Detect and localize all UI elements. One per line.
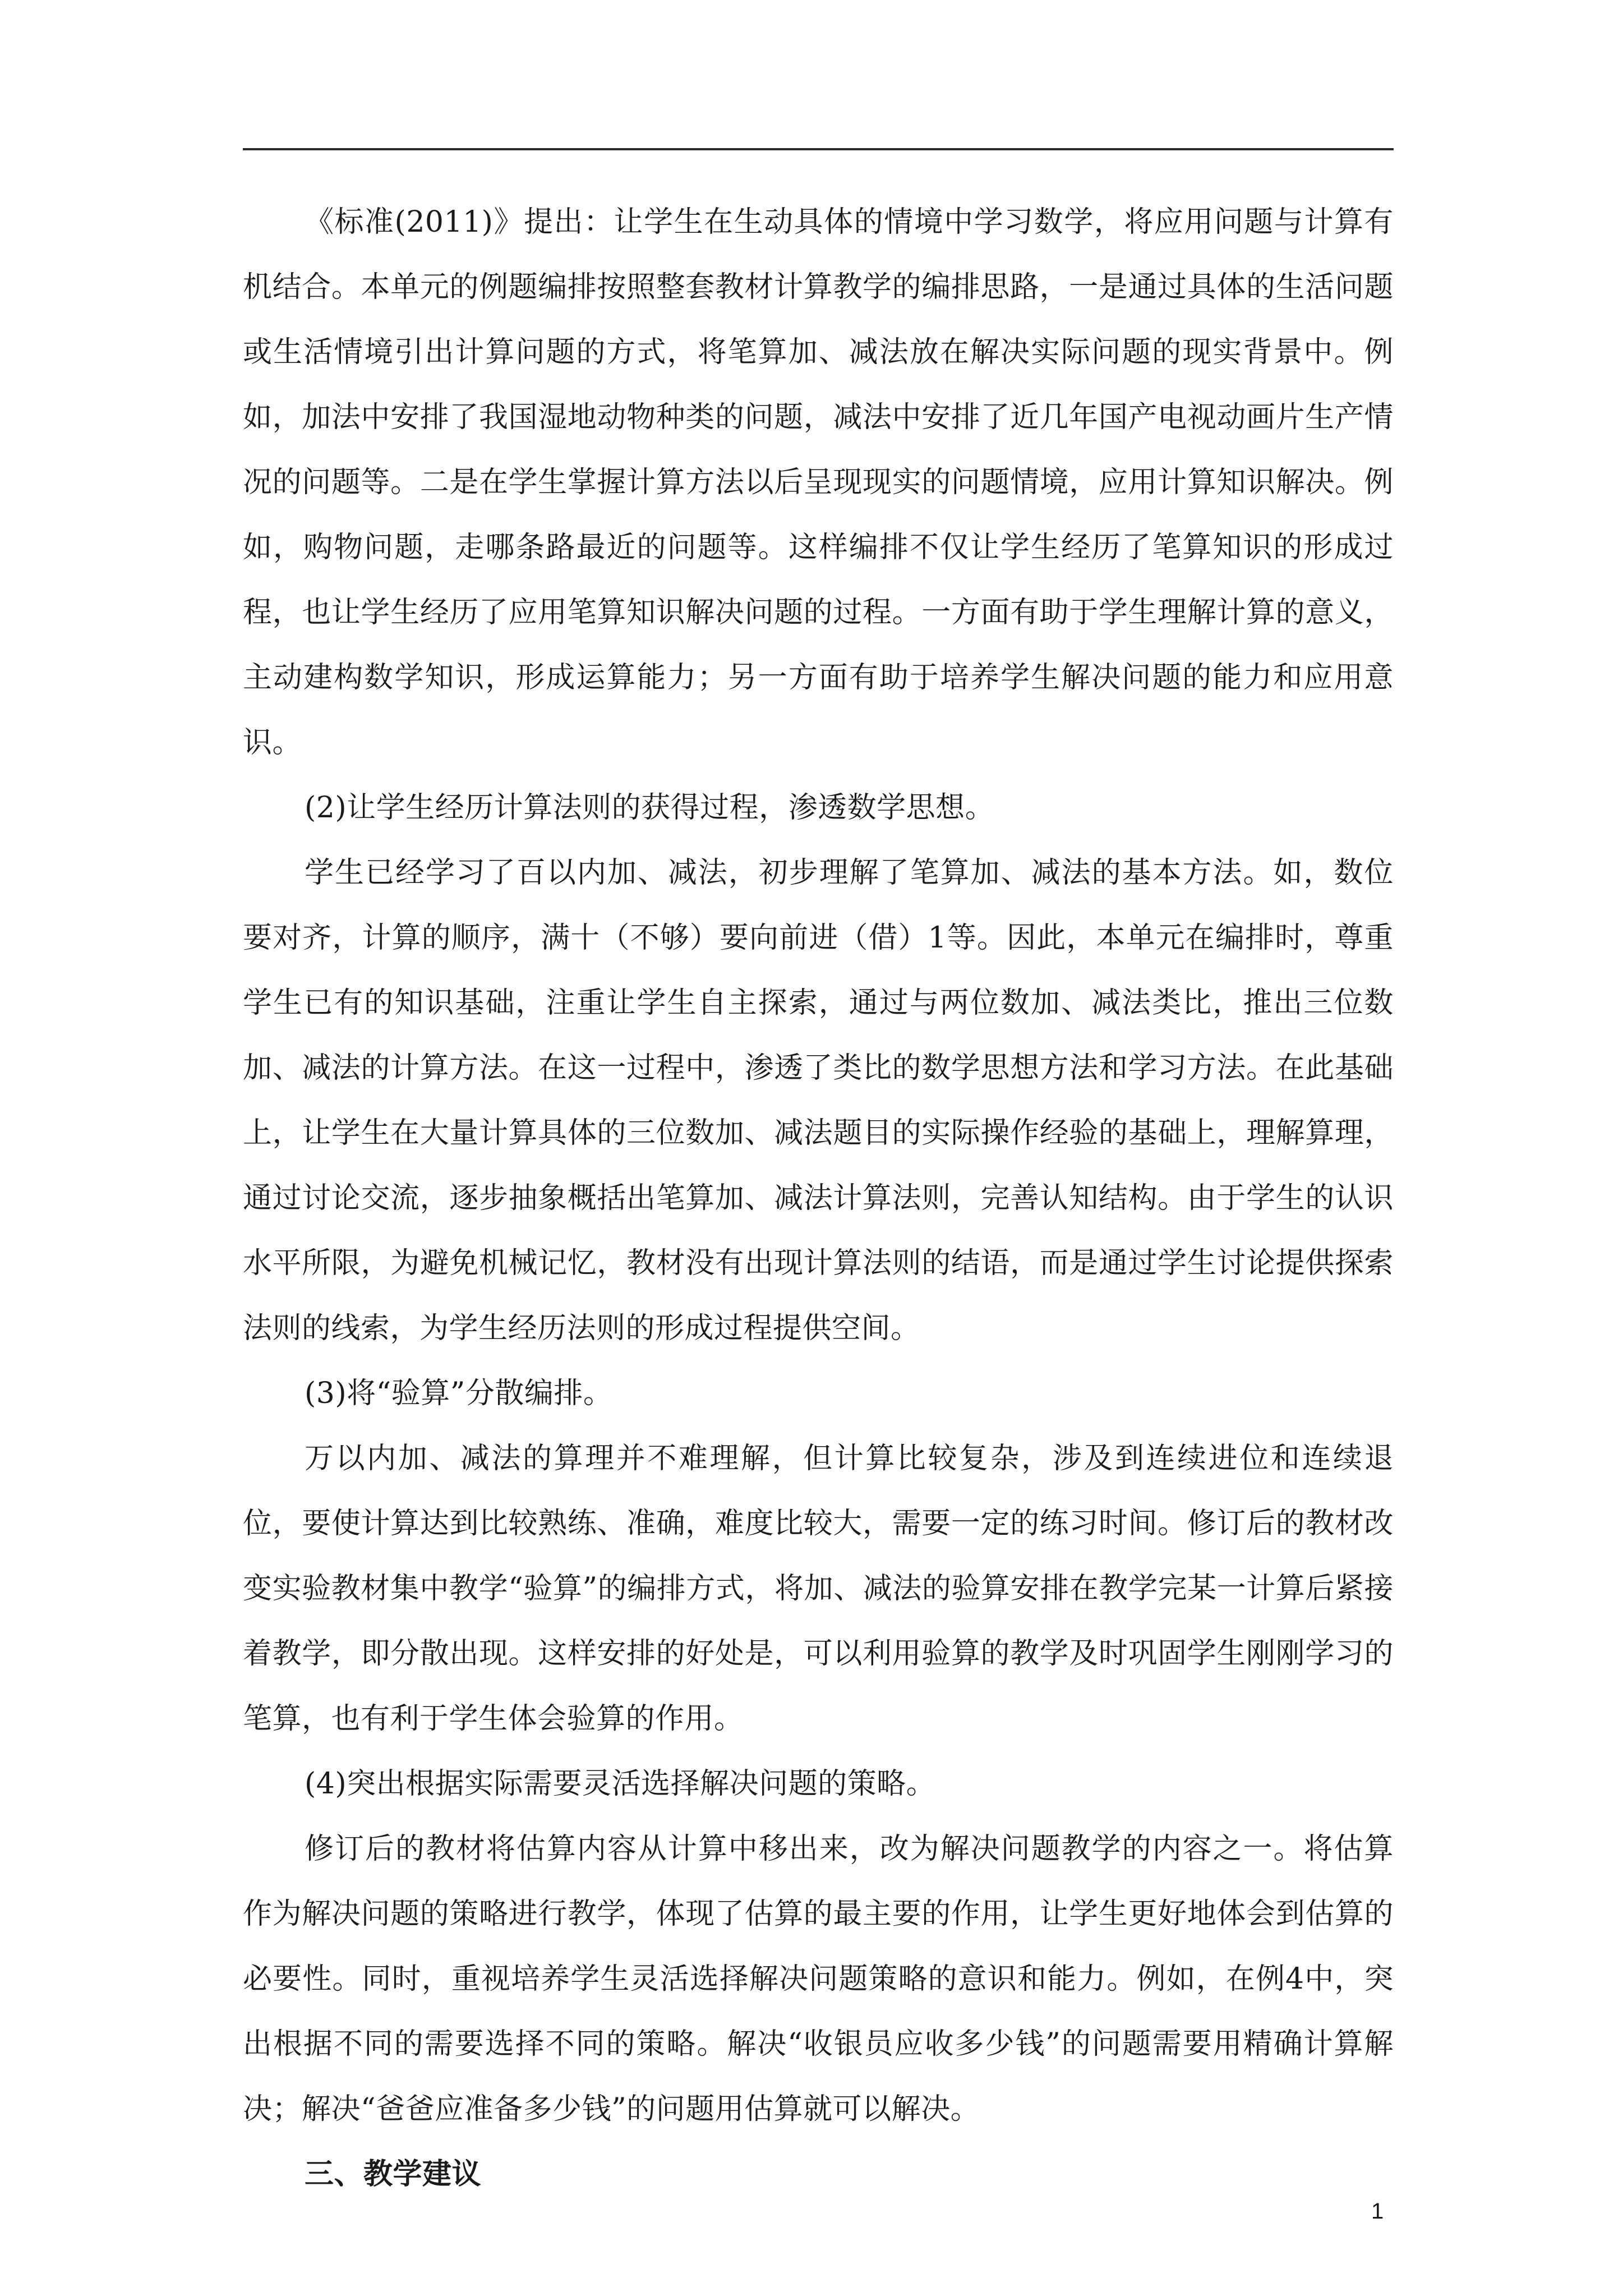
header-rule	[243, 148, 1394, 150]
page-number: 1	[1371, 2199, 1384, 2224]
paragraph-verification: 万以内加、减法的算理并不难理解，但计算比较复杂，涉及到连续进位和连续退位，要使计算达到比较熟练、准确，难度比较大，需要一定的练习时间。修订后的教材改变实验教材集中教学“验算”的编排方式，将加、减法的验算安排在教学完某一计算后紧接着教学，即分散出现。这样安排的好处是，可以利用验算的教学及时巩固学生刚刚学习的笔算，也有利于学生体会验算的作用。	[243, 1442, 1394, 1736]
paragraph-subheading-3: (3)将“验算”分散编排。	[305, 1377, 613, 1410]
section-heading: 三、教学建议	[305, 2157, 482, 2191]
document-body	[243, 190, 1394, 2207]
paragraph-calculation-rules: 学生已经学习了百以内加、减法，初步理解了笔算加、减法的基本方法。如，数位要对齐，计算的顺序，满十（不够）要向前进（借）1等。因此，本单元在编排时，尊重学生已有的知识基础，注重让学生自主探索，通过与两位数加、减法类比，推出三位数加、减法的计算方法。在这一过程中，渗透了类比的数学思想方法和学习方法。在此基础上，让学生在大量计算具体的三位数加、减法题目的实际操作经验的基础上，理解算理，通过讨论交流，逐步抽象概括出笔算加、减法计算法则，完善认知结构。由于学生的认识水平所限，为避免机械记忆，教材没有出现计算法则的结语，而是通过学生讨论提供探索法则的线索，为学生经历法则的形成过程提供空间。	[243, 856, 1394, 1345]
paragraph-subheading-2: (2)让学生经历计算法则的获得过程，渗透数学思想。	[305, 791, 995, 825]
paragraph-standard-2011: 《标准(2011)》提出：让学生在生动具体的情境中学习数学，将应用问题与计算有机结合。本单元的例题编排按照整套教材计算教学的编排思路，一是通过具体的生活问题或生活情境引出计算问题的方式，将笔算加、减法放在解决实际问题的现实背景中。例如，加法中安排了我国湿地动物种类的问题，减法中安排了近几年国产电视动画片生产情况的问题等。二是在学生掌握计算方法以后呈现现实的问题情境，应用计算知识解决。例如，购物问题，走哪条路最近的问题等。这样编排不仅让学生经历了笔算知识的形成过程，也让学生经历了应用笔算知识解决问题的过程。一方面有助于学生理解计算的意义，主动建构数学知识，形成运算能力；另一方面有助于培养学生解决问题的能力和应用意识。	[243, 205, 1394, 760]
paragraph-estimation: 修订后的教材将估算内容从计算中移出来，改为解决问题教学的内容之一。将估算作为解决问题的策略进行教学，体现了估算的最主要的作用，让学生更好地体会到估算的必要性。同时，重视培养学生灵活选择解决问题策略的意识和能力。例如，在例4中，突出根据不同的需要选择不同的策略。解决“收银员应收多少钱”的问题需要用精确计算解决；解决“爸爸应准备多少钱”的问题用估算就可以解决。	[243, 1832, 1394, 2126]
paragraph-subheading-4: (4)突出根据实际需要灵活选择解决问题的策略。	[305, 1767, 936, 1801]
